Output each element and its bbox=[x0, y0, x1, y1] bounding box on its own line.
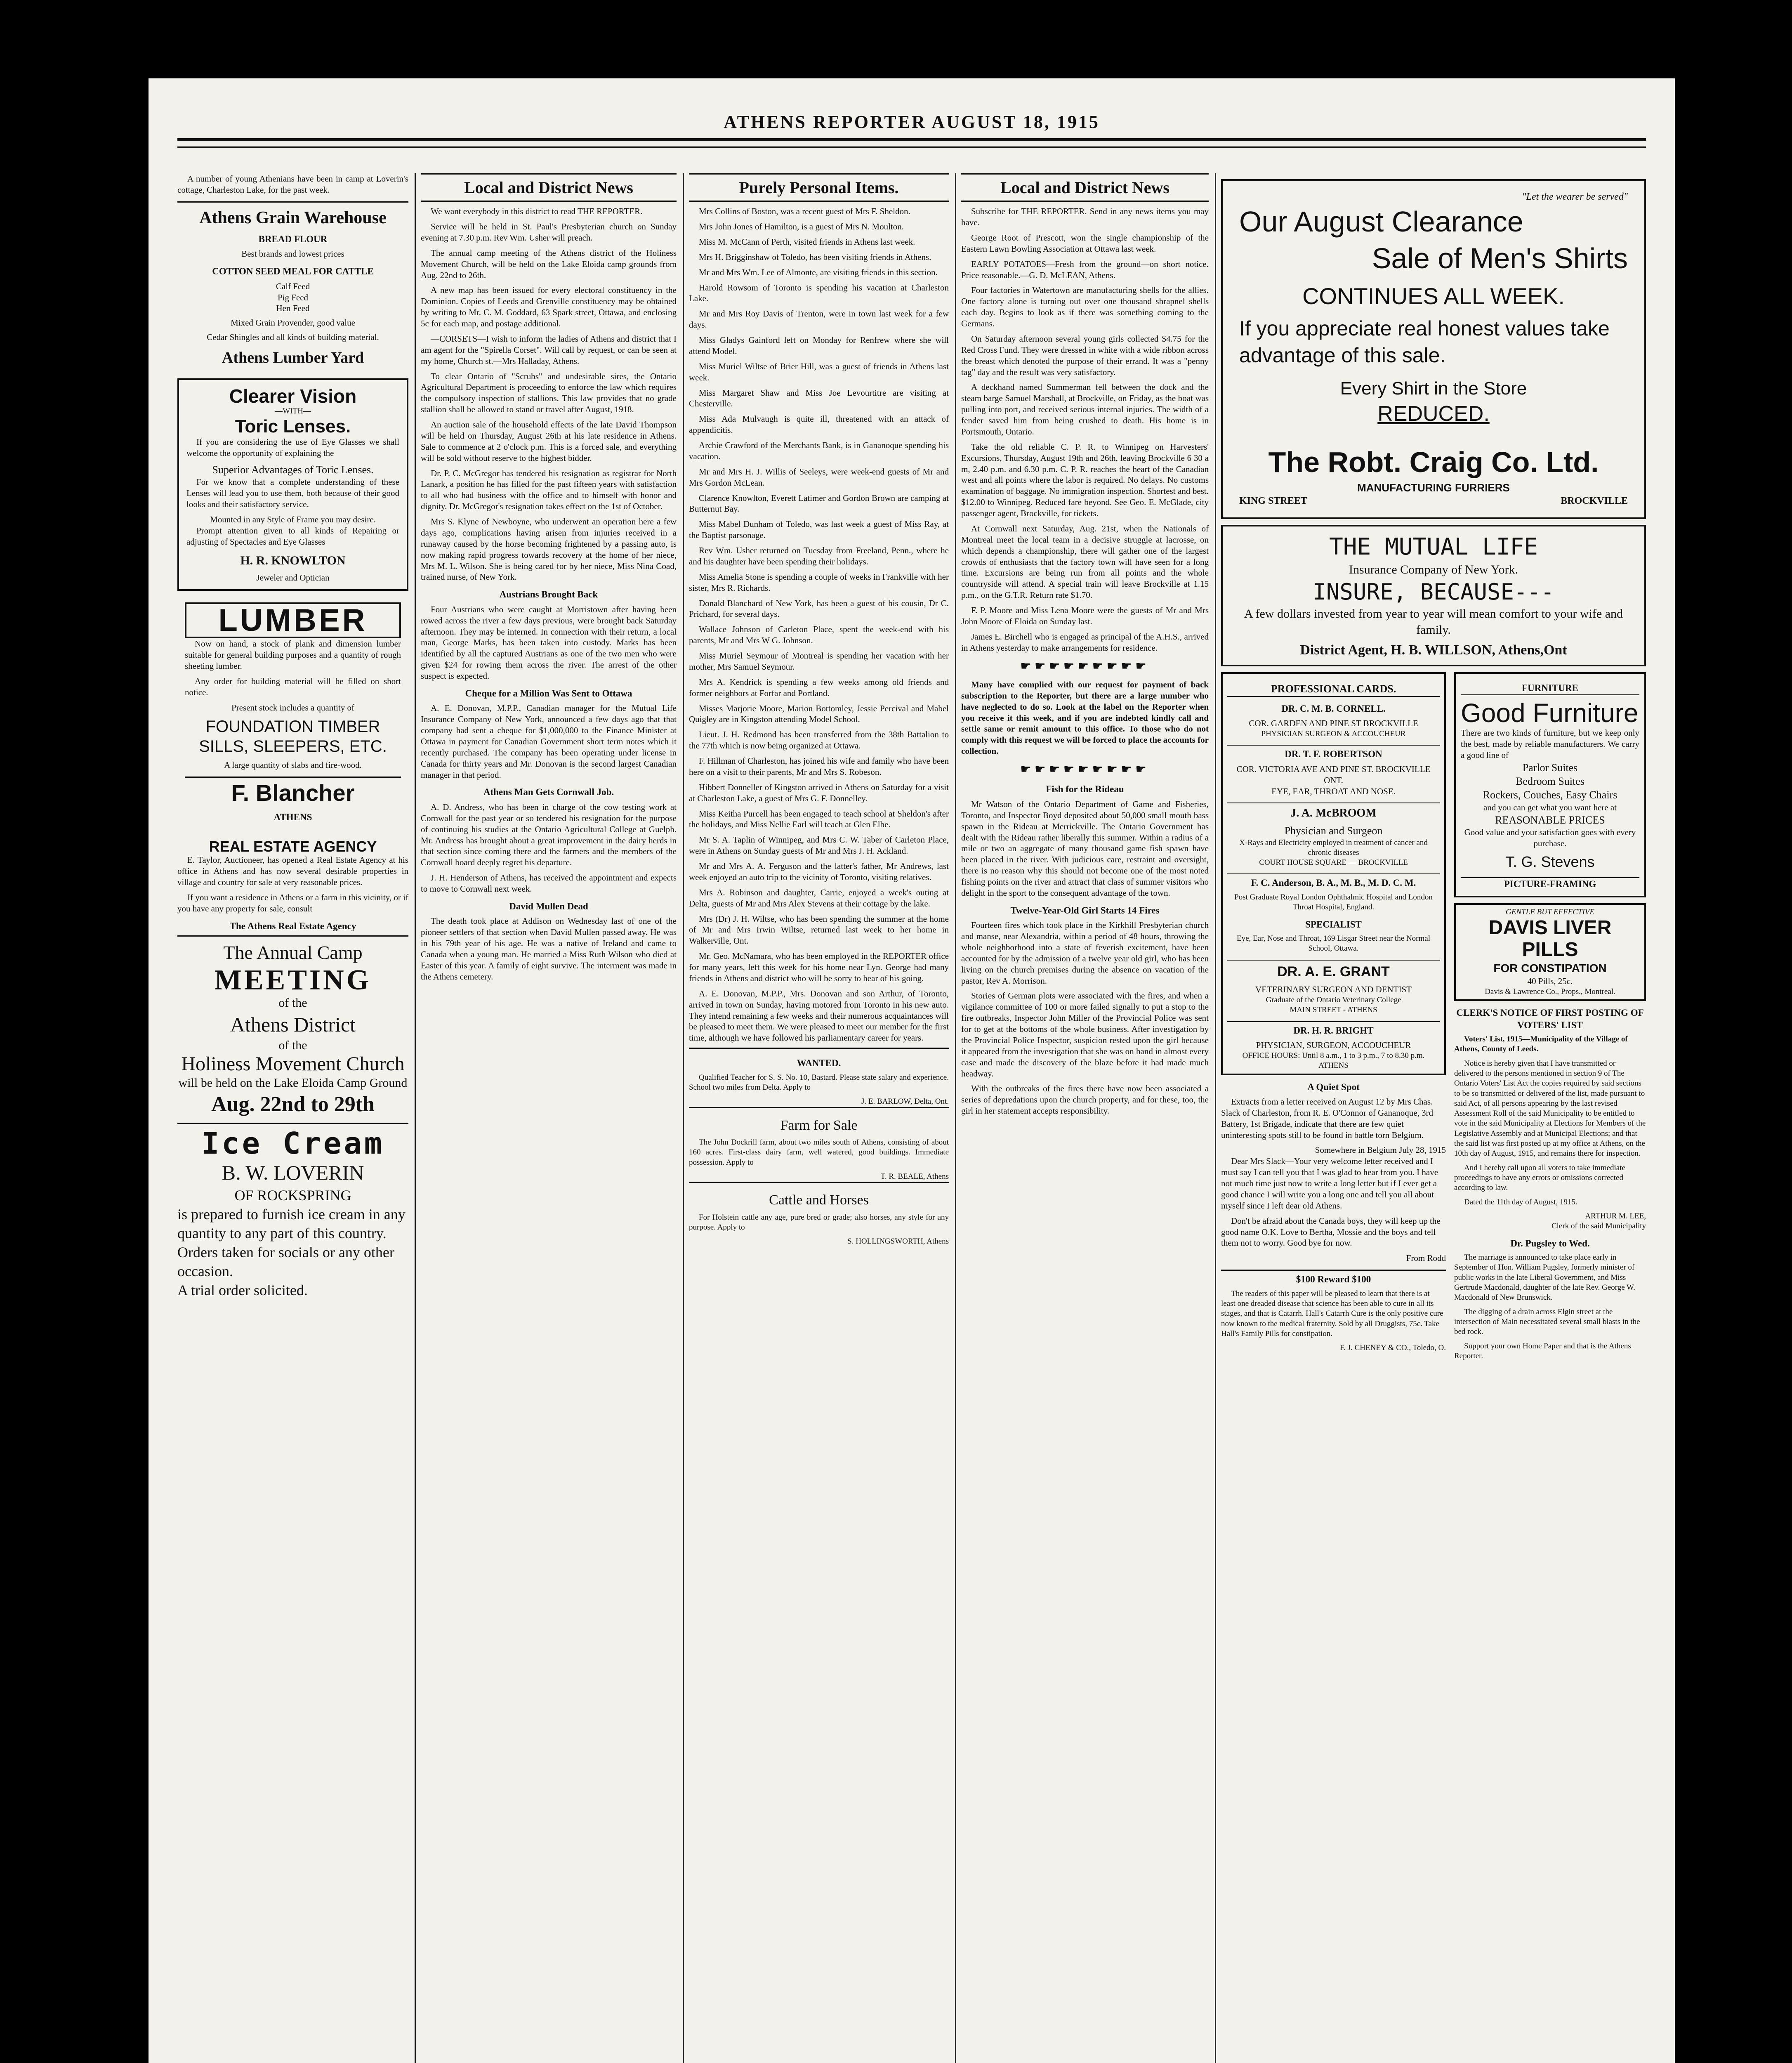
subscription-notice: Many have complied with our request for payment of back subscription to the Reporter, but there are a large number who have neglected to do so. Look at the label on the Reporter when you receive it this week, and if you are indebted kindly call and settle same or remit amount to this office. To those who do not comply with this request we will be forced to place the accounts for collection. bbox=[961, 679, 1209, 756]
camp-l3: of the bbox=[278, 996, 307, 1010]
real-estate-sig: The Athens Real Estate Agency bbox=[229, 921, 356, 931]
article-title: Fish for the Rideau bbox=[1046, 784, 1124, 795]
masthead-rule-bottom bbox=[177, 146, 1646, 148]
grain-mixed: Mixed Grain Provender, good value bbox=[231, 318, 355, 328]
camp-notice: A number of young Athenians have been in camp at Loverin's cottage, Charleston Lake, for the past week. bbox=[177, 174, 408, 195]
column-rule bbox=[1215, 173, 1216, 2063]
column-4 bbox=[961, 173, 1209, 2063]
lumber-title: LUMBER bbox=[185, 602, 401, 639]
mutual-title: THE MUTUAL LIFE bbox=[1329, 533, 1538, 561]
shirts-l2: Sale of Men's Shirts bbox=[1372, 242, 1628, 275]
knowlton-name: H. R. KNOWLTON bbox=[240, 554, 346, 568]
personal-item: Miss Margaret Shaw and Miss Joe Levourtitre are visiting at Chesterville. bbox=[689, 387, 949, 409]
real-estate-ad bbox=[177, 838, 408, 932]
knowlton-superior: Superior Advantages of Toric Lenses. bbox=[212, 463, 374, 476]
personal-item: A. E. Donovan, M.P.P., Mrs. Donovan and son Arthur, of Toronto, arrived in town on Sunday, having motored from Toronto in his new auto. They intend remaining a few weeks and their numerous acquaintances will be pleased to meet them. We were pleased to meet our member for the first time, although we have followed his parliamentary career for years. bbox=[689, 988, 949, 1043]
grain-flour: BREAD FLOUR bbox=[258, 234, 328, 244]
knowlton-p4: Prompt attention given to all kinds of Repairing or adjusting of Spectacles and Eye Glasses bbox=[186, 525, 399, 547]
lumber-timber: FOUNDATION TIMBER SILLS, SLEEPERS, ETC. bbox=[199, 717, 387, 755]
personal-item: Miss Muriel Wiltse of Brier Hill, was a guest of friends in Athens last week. bbox=[689, 361, 949, 382]
column-3 bbox=[689, 173, 949, 2063]
camp-l8: Aug. 22nd to 29th bbox=[211, 1093, 375, 1116]
shirts-l1: Our August Clearance bbox=[1239, 205, 1523, 238]
pills-maker: Davis & Lawrence Co., Props., Montreal. bbox=[1485, 987, 1615, 996]
article-body: Four Austrians who were caught at Morristown after having been rowed across the river a few days previous, were brought back Saturday afternoon. They may be interned. In connection with their return, a local man, George Marks, has been taken into custody. Marks has been identified by all the captured Austrians as one of the two men who were given $24 for rowing them across the river. The arrest of the other suspect is expected. bbox=[421, 604, 677, 681]
personal-item: Miss Keitha Purcell has been engaged to teach school at Sheldon's after the holidays, and Miss Nellie Earl will teach at Glen Elbe. bbox=[689, 808, 949, 830]
card-hours: OFFICE HOURS: Until 8 a.m., 1 to 3 p.m., 7 to 8.30 p.m. bbox=[1242, 1051, 1425, 1060]
personal-item: Miss Ada Mulvaugh is quite ill, threatened with an attack of appendicitis. bbox=[689, 414, 949, 435]
card-address: MAIN STREET - ATHENS bbox=[1290, 1006, 1377, 1015]
personal-item: Mrs John Jones of Hamilton, is a guest of Mrs N. Moulton. bbox=[699, 222, 904, 232]
personal-item: Miss Amelia Stone is spending a couple of weeks in Frankville with her sister, Mrs R. Richards. bbox=[689, 571, 949, 593]
voters-sub: Voters' List, 1915—Municipality of the Village of Athens, County of Leeds. bbox=[1454, 1034, 1628, 1054]
shirts-l3: CONTINUES ALL WEEK. bbox=[1302, 283, 1565, 309]
knowlton-ad bbox=[177, 378, 408, 591]
reward-title: $100 Reward $100 bbox=[1221, 1270, 1446, 1285]
personal-item: Mr and Mrs H. J. Willis of Seeleys, were week-end guests of Mr and Mrs Gordon McLean. bbox=[689, 466, 949, 488]
furniture-p2: Good value and your satisfaction goes with every purchase. bbox=[1464, 827, 1636, 848]
loverin-town: OF ROCKSPRING bbox=[234, 1187, 351, 1204]
furniture-ad bbox=[1454, 672, 1646, 897]
article-body: Mr Watson of the Ontario Department of Game and Fisheries, Toronto, and Inspector Boyd deposited about 50,000 small mouth bass spawn in the Rideau at Merrickville. The Ontario Government has dealt with the Rideau rather liberally this summer. Within a radius of a mile or two an aggregate of many thousand game fish spawn have been placed in the river. With judicious care, restraint and oversight, there is no reason why this should not become one of the most noted fishing points on the river and attract that class of summer visitors who delight in the sport to the consequent advantage of the town. bbox=[961, 799, 1209, 898]
personal-item: Hibbert Donneller of Kingston arrived in Athens on Saturday for a visit at Charleston Lake, a guest of Mrs G. F. Donnelley. bbox=[689, 782, 949, 803]
article-body: A. E. Donovan, M.P.P., Canadian manager for the Mutual Life Insurance Company of New York, announced a few days ago that that company had sent a cheque for $1,000,000 to the Finance Minister at Ottawa in payment for Canadian Government short term notes which it recently purchased. The company has been operating under license in Canada for thirty years and Mr. Donovan is the second largest Canadian manager in that period. bbox=[421, 703, 677, 780]
voters-body: Dated the 11th day of August, 1915. bbox=[1464, 1197, 1577, 1206]
ornament-row: ☛☛☛☛☛☛☛☛☛ bbox=[1020, 659, 1150, 673]
card-name: DR. C. M. B. CORNELL. bbox=[1281, 703, 1386, 714]
camp-l7: will be held on the Lake Eloida Camp Ground bbox=[178, 1076, 408, 1090]
feed-item: Hen Feed bbox=[276, 303, 310, 314]
blancher-name: F. Blancher bbox=[185, 777, 401, 806]
wanted-title: WANTED. bbox=[797, 1058, 841, 1069]
mutual-p1: A few dollars invested from year to year will mean comfort to your wife and family. bbox=[1244, 607, 1623, 637]
article-body: The marriage is announced to take place early in September of Hon. William Pugsley, formerly minister of public works in the late Liberal Government, and Miss Gertrude Macdonald, daughter of the late Rev. George W. Macdonald of New Brunswick. bbox=[1454, 1253, 1635, 1302]
camp-l6: Holiness Movement Church bbox=[181, 1053, 405, 1075]
news-item: Four factories in Watertown are manufacturing shells for the allies. One factory alone is turning out over one thousand shrapnel shells each day. Begins to look as if there was something coming to the Germans. bbox=[961, 285, 1209, 329]
ice-cream-title: Ice Cream bbox=[201, 1126, 385, 1161]
lumber-p2: Any order for building material will be filled on short notice. bbox=[185, 676, 401, 697]
personal-item: Archie Crawford of the Merchants Bank, is in Gananoque spending his vacation. bbox=[689, 440, 949, 461]
card-address: COURT HOUSE SQUARE — BROCKVILLE bbox=[1259, 858, 1408, 867]
card-role: EYE, EAR, THROAT AND NOSE. bbox=[1271, 786, 1396, 796]
news-item: James E. Birchell who is engaged as principal of the A.H.S., arrived in Athens yesterday to make arrangements for residence. bbox=[961, 631, 1209, 653]
lumber-p3: Present stock includes a quantity of bbox=[231, 702, 355, 713]
article-body: J. H. Henderson of Athens, has received the appointment and expects to move to Cornwall next week. bbox=[421, 873, 677, 894]
grain-cedar: Cedar Shingles and all kinds of building material. bbox=[207, 332, 379, 342]
card-role: VETERINARY SURGEON AND DENTIST bbox=[1255, 984, 1412, 995]
mutual-sub: Insurance Company of New York. bbox=[1349, 562, 1518, 576]
reward-sig: F. J. CHENEY & CO., Toledo, O. bbox=[1340, 1343, 1446, 1353]
news-item: At Cornwall next Saturday, Aug. 21st, when the Nationals of Montreal meet the local team in a decisive struggle at lacrosse, on which depends a championship, there will gather one of the largest crowds of enthusiasts that the factory town will have seen for a long time. Excursions are being run from all points and the whole countryside will attend. A special train will leave Brockville at 1.15 p.m., on the G.T.R. Return rate $1.70. bbox=[961, 523, 1209, 600]
mutual-insure: INSURE, BECAUSE--- bbox=[1313, 579, 1554, 605]
shirts-tag: "Let the wearer be served" bbox=[1522, 191, 1628, 202]
news-item: Dr. P. C. McGregor has tendered his resignation as registrar for North Lanark, a position he has filled for the past fifteen years with satisfaction to all who had business with the office and to himself with honor and dignity. Dr. McGregor's resignation takes effect on the 1st of October. bbox=[421, 468, 677, 512]
robt-craig-firm: The Robt. Craig Co. Ltd. bbox=[1268, 446, 1599, 479]
camp-l4: Athens District bbox=[230, 1013, 356, 1036]
robt-craig-city: BROCKVILLE bbox=[1561, 496, 1628, 507]
article-body: With the outbreaks of the fires there have now been associated a series of depredations upon the church property, and for these, too, the girl in her statement accepts responsibility. bbox=[961, 1083, 1209, 1116]
loverin-name: B. W. LOVERIN bbox=[222, 1161, 364, 1184]
grain-warehouse-ad bbox=[177, 201, 408, 373]
card-desc: X-Rays and Electricity employed in treatment of cancer and chronic diseases bbox=[1239, 838, 1428, 857]
ice-cream-p1: is prepared to furnish ice cream in any quantity to any part of this country. bbox=[177, 1206, 406, 1242]
masthead: ATHENS REPORTER AUGUST 18, 1915 bbox=[724, 112, 1100, 132]
article-body: Don't be afraid about the Canada boys, they will keep up the good name O.K. Love to Bertha, Mossie and the boys and tell them not to worry. Good bye for now. bbox=[1221, 1216, 1441, 1248]
news-item: On Saturday afternoon several young girls collected $4.75 for the Red Cross Fund. They were dressed in white with a wide ribbon across the breast which denoted the purpose of their errand. It was a "penny tag" day and the result was very satisfactory. bbox=[961, 333, 1209, 377]
personal-item: Miss M. McCann of Perth, visited friends in Athens last week. bbox=[699, 236, 915, 247]
personal-item: Clarence Knowlton, Everett Latimer and Gordon Brown are camping at Butternut Bay. bbox=[689, 493, 949, 514]
card-role: Physician and Surgeon bbox=[1284, 825, 1383, 837]
feed-item: Calf Feed bbox=[276, 281, 310, 291]
news-item: Mrs S. Klyne of Newboyne, who underwent an operation here a few days ago, complications having arisen from injuries received in a runaway caused by the horse becoming frightened by a passing auto, is now making rapid progress towards recovery at the home of her niece, Mrs M. L. Wilson. She is being cared for by her niece, Miss Nina Coad, trained nurse, of New York. bbox=[421, 517, 677, 582]
personal-item: Miss Gladys Gainford left on Monday for Renfrew where she will attend Model. bbox=[689, 335, 949, 356]
cattle-sig: S. HOLLINGSWORTH, Athens bbox=[847, 1237, 949, 1246]
local-news-header-2: Local and District News bbox=[961, 173, 1209, 202]
personal-item: Mrs Collins of Boston, was a recent guest of Mrs F. Sheldon. bbox=[699, 206, 910, 217]
letter-signature: From Rodd bbox=[1406, 1253, 1446, 1263]
right-subcolumn bbox=[1454, 672, 1646, 1365]
article-title: Dr. Pugsley to Wed. bbox=[1510, 1238, 1590, 1249]
cards-title: PROFESSIONAL CARDS. bbox=[1227, 682, 1440, 696]
personal-items-header: Purely Personal Items. bbox=[689, 173, 949, 202]
wanted-sig: J. E. BARLOW, Delta, Ont. bbox=[861, 1097, 949, 1106]
card-desc: Graduate of the Ontario Veterinary College bbox=[1266, 995, 1401, 1004]
personal-item: Mrs A. Kendrick is spending a few weeks among old friends and former neighbors at Forfar and Portland. bbox=[689, 677, 949, 698]
news-item: EARLY POTATOES—Fresh from the ground—on short notice. Price reasonable.—G. D. McLEAN, Athens. bbox=[961, 259, 1209, 280]
voters-body: And I hereby call upon all voters to take immediate proceedings to have any errors or omissions corrected according to law. bbox=[1454, 1163, 1625, 1192]
cattle-title: Cattle and Horses bbox=[769, 1192, 869, 1208]
personal-item: Lieut. J. H. Redmond has been transferred from the 38th Battalion to the 77th which is now being organized at Ottawa. bbox=[689, 729, 949, 751]
professional-cards bbox=[1221, 672, 1446, 1075]
ornament-row: ☛☛☛☛☛☛☛☛☛ bbox=[1020, 762, 1150, 777]
blancher-town: ATHENS bbox=[274, 812, 312, 823]
news-item: Service will be held in St. Paul's Presbyterian church on Sunday evening at 7.30 p.m. Rev Wm. Usher will preach. bbox=[421, 222, 677, 243]
column-2 bbox=[421, 173, 677, 2063]
personal-item: Mr and Mrs Roy Davis of Trenton, were in town last week for a few days. bbox=[689, 309, 949, 330]
newspaper-page bbox=[149, 78, 1675, 2063]
pills-tag: GENTLE BUT EFFECTIVE bbox=[1506, 908, 1594, 917]
robt-craig-street: KING STREET bbox=[1239, 496, 1307, 507]
cattle-body: For Holstein cattle any age, pure bred or grade; also horses, any style for any purpose. Apply to bbox=[689, 1213, 949, 1232]
grain-flour-desc: Best brands and lowest prices bbox=[241, 249, 344, 259]
voters-sig2: Clerk of the said Municipality bbox=[1551, 1222, 1646, 1231]
voters-sig: ARTHUR M. LEE, bbox=[1585, 1211, 1646, 1220]
article-title: Twelve-Year-Old Girl Starts 14 Fires bbox=[1010, 905, 1160, 916]
masthead-rule-top bbox=[177, 138, 1646, 141]
knowlton-p3: Mounted in any Style of Frame you may desire. bbox=[210, 514, 376, 524]
card-role: SPECIALIST bbox=[1305, 919, 1362, 930]
davis-pills-ad bbox=[1454, 903, 1646, 1001]
personal-item: Mrs (Dr) J. H. Wiltse, who has been spending the summer at the home of Mr and Mrs Irwin Wiltse, returned last week to her home in Walkerville, Ont. bbox=[689, 913, 949, 946]
personal-item: Miss Muriel Seymour of Montreal is spending her vacation with her mother, Mrs Samuel Seymour. bbox=[689, 651, 949, 672]
article-body: The digging of a drain across Elgin street at the intersection of Main necessitated several small blasts in the bed rock. bbox=[1454, 1307, 1640, 1336]
card-name: DR. A. E. GRANT bbox=[1227, 960, 1440, 981]
shirts-l6: REDUCED. bbox=[1377, 401, 1490, 426]
personal-item: Mr and Mrs Wm. Lee of Almonte, are visiting friends in this section. bbox=[699, 267, 938, 277]
personal-item: Mr and Mrs A. A. Ferguson and the latter's father, Mr Andrews, last week enjoyed an auto trip to the vicinity of Toronto, visiting relatives. bbox=[689, 861, 949, 882]
mutual-agent: District Agent, H. B. WILLSON, Athens,Ont bbox=[1300, 642, 1567, 658]
furniture-item: Bedroom Suites bbox=[1516, 775, 1585, 788]
furniture-title: Good Furniture bbox=[1461, 698, 1639, 728]
shirts-ad bbox=[1221, 179, 1646, 519]
article-title: David Mullen Dead bbox=[509, 901, 588, 911]
furniture-item: REASONABLE PRICES bbox=[1495, 814, 1605, 826]
lumber-ad bbox=[177, 597, 408, 833]
knowlton-p1: If you are considering the use of Eye Glasses we shall welcome the opportunity of explaining the bbox=[186, 437, 399, 458]
camp-l5: of the bbox=[278, 1038, 307, 1052]
article-body: Fourteen fires which took place in the Kirkhill Presbyterian church and manse, near Alexandria, within a period of 48 hours, throwing the whole neighborhood into a state of feverish excitement, have been accounted for by the admission of a twelve year old girl, who has been living on the church premises during the absence on vacation of the pastor, Rev A. Morrison. bbox=[961, 920, 1209, 986]
article-title: Athens Man Gets Cornwall Job. bbox=[483, 787, 614, 798]
news-item: The annual camp meeting of the Athens district of the Holiness Movement Church, will be held on the Lake Eloida camp grounds from Aug. 22nd to 26th. bbox=[421, 248, 677, 280]
wanted-body: Qualified Teacher for S. S. No. 10, Bastard. Please state salary and experience. School two miles from Delta. Apply to bbox=[689, 1073, 949, 1092]
farm-body: The John Dockrill farm, about two miles south of Athens, consisting of about 160 acres. First-class dairy farm, well watered, good buildings. Immediate possession. Apply to bbox=[689, 1138, 949, 1167]
voters-title: CLERK'S NOTICE OF FIRST POSTING OF VOTERS' LIST bbox=[1456, 1008, 1644, 1030]
news-item: —CORSETS—I wish to inform the ladies of Athens and district that I am agent for the "Spirella Corset". Will call by request, or can be seen at my home, Church st.—Mrs Halladay, Athens. bbox=[421, 333, 677, 366]
personal-item: Donald Blanchard of New York, has been a guest of his cousin, Dr C. Prichard, for several days. bbox=[689, 598, 949, 619]
article-body: Stories of German plots were associated with the fires, and when a vigilance committee of 100 or more failed signally to put a stop to the fire outbreaks, Inspector John Miller of the Provincial Police was sent for to get at the bottoms of the whole business. After investigation by the Provincial Police Inspector, suspicion rested upon the girl because it appeared from the investigation that she was on hand in almost every case and made the discovery of the blaze before it had made much headway. bbox=[961, 991, 1209, 1079]
ice-cream-p2: Orders taken for socials or any other occasion. bbox=[177, 1244, 394, 1279]
personal-item: Mr S. A. Taplin of Winnipeg, and Mrs C. W. Taber of Carleton Place, were in Athens on Sunday guests of Mr and Mrs J. H. Ackland. bbox=[689, 835, 949, 856]
clearer-vision-title: Clearer Vision bbox=[229, 385, 357, 407]
column-rule bbox=[955, 173, 956, 2063]
news-item: To clear Ontario of "Scrubs" and undesirable sires, the Ontario Agricultural Department is proceeding to enforce the law which requires the compulsory inspection of stallions. This law provides that no grade stallion shall be allowed to stand or travel after August, 1918. bbox=[421, 371, 677, 415]
lumber-yard-title: Athens Lumber Yard bbox=[222, 349, 364, 367]
classified-wanted bbox=[689, 1048, 949, 1107]
camp-l2: MEETING bbox=[214, 964, 372, 996]
article-body: Extracts from a letter received on August 12 by Mrs Chas. Slack of Charleston, from R. E. O'Connor of Gananoque, 3rd Battery, 1st Brigade, indicate that there are few quiet uninteresting spots still to be found in battle torn Belgium. bbox=[1221, 1096, 1434, 1140]
knowlton-trade: Jeweler and Optician bbox=[256, 572, 330, 583]
pills-title: DAVIS LIVER PILLS bbox=[1488, 917, 1612, 961]
camp-l1: The Annual Camp bbox=[223, 942, 363, 963]
card-name: J. A. McBROOM bbox=[1227, 803, 1440, 821]
card-desc: Post Graduate Royal London Ophthalmic Hospital and London Throat Hospital, England. bbox=[1234, 892, 1433, 912]
card-name: DR. H. R. BRIGHT bbox=[1227, 1021, 1440, 1036]
real-estate-title: REAL ESTATE AGENCY bbox=[209, 838, 377, 855]
personal-item: Misses Marjorie Moore, Marion Bottomley, Jessie Percival and Mabel Quigley are in Kingston attending Model School. bbox=[689, 703, 949, 725]
classified-farm bbox=[689, 1107, 949, 1182]
personal-item: Rev Wm. Usher returned on Tuesday from Freeland, Penn., where he and his daughter have been spending their holidays. bbox=[689, 545, 949, 566]
furniture-footer: PICTURE-FRAMING bbox=[1461, 877, 1639, 890]
ice-cream-p3: A trial order solicited. bbox=[177, 1282, 308, 1298]
furniture-header: FURNITURE bbox=[1461, 682, 1639, 695]
personal-item: Harold Rowsom of Toronto is spending his vacation at Charleston Lake. bbox=[689, 282, 949, 304]
card-address: Eye, Ear, Nose and Throat, 169 Lisgar Street near the Normal School, Ottawa. bbox=[1237, 934, 1430, 953]
stevens-name: T. G. Stevens bbox=[1505, 853, 1595, 870]
column-5 bbox=[1221, 173, 1646, 2063]
news-item: We want everybody in this district to read THE REPORTER. bbox=[431, 206, 643, 217]
voters-body: Notice is hereby given that I have transmitted or delivered to the persons mentioned in section 9 of The Ontario Voters' List Act the copies required by said sections to be so transmitted or delivered of the list, made pursuant to said Act, of all persons appearing by the last revised Assessment Roll of the said Municipality to be entitled to vote in the said Municipality at Elections for Members of the Legislative Assembly and at Municipal Elections; and that the said list was first posted up at my office at Athens, on the 10th day of August, 1915, and remains there for inspection. bbox=[1454, 1059, 1646, 1158]
furniture-item: Parlor Suites bbox=[1522, 761, 1578, 774]
furniture-p1: There are two kinds of furniture, but we keep only the best, made by reliable manufacturers. We carry a good line of bbox=[1461, 728, 1639, 760]
real-estate-p2: If you want a residence in Athens or a farm in this vicinity, or if you have any property for sale, consult bbox=[177, 892, 408, 913]
card-role: PHYSICIAN, SURGEON, ACCOUCHEUR bbox=[1256, 1040, 1411, 1050]
news-item: F. P. Moore and Miss Lena Moore were the guests of Mr and Mrs John Moore of Eloida on Sunday last. bbox=[961, 605, 1209, 626]
furniture-item: and you can get what you want here at bbox=[1483, 802, 1617, 812]
grain-meal: COTTON SEED MEAL FOR CATTLE bbox=[212, 266, 374, 277]
farm-sig: T. R. BEALE, Athens bbox=[880, 1172, 949, 1181]
lumber-p4: A large quantity of slabs and fire-wood. bbox=[224, 760, 362, 770]
knowlton-p2: For we know that a complete understanding of these Lenses will lead you to use them, both because of their good looks and their satisfactory service. bbox=[186, 477, 399, 509]
ice-cream-ad bbox=[177, 1123, 408, 1300]
article-body: The death took place at Addison on Wednesday last of one of the pioneer settlers of that section when David Mullen passed away. He was in his 79th year of his age. He was a native of Ireland and came to Canada when a young man. He married a Miss Ruth Wilson who died at Easter of this year. A family of eight survive. The interment was made in the Athens cemetery. bbox=[421, 916, 677, 982]
news-item: Subscribe for THE REPORTER. Send in any news items you may have. bbox=[961, 206, 1209, 228]
column-1 bbox=[177, 173, 408, 2063]
personal-item: Mrs A. Robinson and daughter, Carrie, enjoyed a week's outing at Delta, guests of Mr and Mrs Alex Stevens at their cottage by the lake. bbox=[689, 887, 949, 909]
grain-title: Athens Grain Warehouse bbox=[199, 208, 387, 227]
card-address: COR. GARDEN AND PINE ST BROCKVILLE bbox=[1249, 718, 1418, 729]
feed-item: Pig Feed bbox=[277, 292, 309, 302]
personal-item: Mrs H. Brigginshaw of Toledo, has been visiting friends in Athens. bbox=[699, 252, 931, 262]
article-title: A Quiet Spot bbox=[1307, 1081, 1360, 1092]
toric-lenses-title: Toric Lenses. bbox=[235, 416, 351, 437]
letter-dateline: Somewhere in Belgium July 28, 1915 bbox=[1315, 1145, 1446, 1155]
personal-item: Wallace Johnson of Carleton Place, spent the week-end with his parents, Mr and Mrs W G. Johnson. bbox=[689, 624, 949, 646]
article-body: Support your own Home Paper and that is the Athens Reporter. bbox=[1454, 1341, 1631, 1360]
card-address: COR. VICTORIA AVE AND PINE ST. BROCKVILLE ONT. bbox=[1236, 764, 1431, 785]
mutual-life-ad bbox=[1221, 525, 1646, 666]
personal-item: Mr. Geo. McNamara, who has been employed in the REPORTER office for many years, left this week for his home near Lyn. George had many friends in Athens and district who will be sorry to hear of his going. bbox=[689, 951, 949, 983]
reward-body: The readers of this paper will be pleased to learn that there is at least one dreaded disease that science has been able to cure in all its stages, and that is Catarrh. Hall's Catarrh Cure is the only positive cure now known to the medical fraternity. Sold by all Druggists, 75c. Take Hall's Family Pills for constipation. bbox=[1221, 1289, 1443, 1338]
article-body: Dear Mrs Slack—Your very welcome letter received and I must say I can tell you that I was glad to hear from you. I have not much time just now to write a long letter but if I ever get a good chance I will write you a long one and tell you all about myself since I left dear old Athens. bbox=[1221, 1156, 1438, 1211]
article-title: Cheque for a Million Was Sent to Ottawa bbox=[465, 688, 632, 699]
real-estate-p1: E. Taylor, Auctioneer, has opened a Real Estate Agency at his office in Athens and has now several desirable properties in village and country for sale at very reasonable prices. bbox=[177, 855, 408, 887]
lumber-p1: Now on hand, a stock of plank and dimension lumber suitable for general building purposes and a quantity of rough sheeting lumber. bbox=[185, 639, 401, 671]
news-item: An auction sale of the household effects of the late David Thompson will be held on Thursday, August 26th at his late residence in Athens. Sale to commence at 2 o'clock p.m. This is a forced sale, and everything will be sold without reserve to the highest bidder. bbox=[421, 420, 677, 463]
with-label: —WITH— bbox=[275, 407, 311, 416]
camp-meeting-ad bbox=[177, 935, 408, 1119]
card-role: PHYSICIAN SURGEON & ACCOUCHEUR bbox=[1261, 729, 1406, 739]
news-item: George Root of Prescott, won the single championship of the Eastern Lawn Bowling Association at Ottawa last week. bbox=[961, 232, 1209, 254]
card-name: DR. T. F. ROBERTSON bbox=[1227, 745, 1440, 760]
card-name: F. C. Anderson, B. A., M. B., M. D. C. M. bbox=[1227, 873, 1440, 889]
card-town: ATHENS bbox=[1318, 1061, 1349, 1070]
local-news-header: Local and District News bbox=[421, 173, 677, 202]
news-item: A deckhand named Summerman fell between the dock and the steam barge Samuel Marshall, at Brockville, on Friday, as the boat was pulling into port, and received serious internal injuries. The width of a fender saved him from being crushed to death. His home is in Portsmouth, Ontario. bbox=[961, 382, 1209, 437]
shirts-l5: Every Shirt in the Store bbox=[1340, 378, 1527, 399]
column-rule bbox=[415, 173, 416, 2063]
personal-item: Miss Mabel Dunham of Toledo, was last week a guest of Miss Ray, at the Baptist parsonage. bbox=[689, 519, 949, 541]
pills-price: 40 Pills, 25c. bbox=[1527, 976, 1573, 986]
pills-sub: FOR CONSTIPATION bbox=[1493, 962, 1607, 975]
shirts-l4: If you appreciate real honest values take advantage of this sale. bbox=[1239, 316, 1610, 367]
article-title: Austrians Brought Back bbox=[499, 589, 598, 600]
farm-title: Farm for Sale bbox=[780, 1117, 858, 1133]
article-body: A. D. Andress, who has been in charge of the cow testing work at Cornwall for the past year or so tendered his resignation for the purpose of continuing his studies at the Ontario Agricultural College at Guelph. Mr. Andress has brought about a great improvement in the dairy herds in that section since coming there and the farmers and the members of the Cornwall board deeply regret his departure. bbox=[421, 802, 677, 868]
robt-craig-desc: MANUFACTURING FURRIERS bbox=[1357, 482, 1510, 494]
classified-cattle bbox=[689, 1182, 949, 1246]
furniture-item: Rockers, Couches, Easy Chairs bbox=[1483, 789, 1618, 801]
news-item: A new map has been issued for every electoral constituency in the Dominion. Copies of Leeds and Grenville constituency may be obtained by writing to Mr. C. M. Goddard, 63 Spark street, Ottawa, and enclosing 5c for each map, and postage additional. bbox=[421, 285, 677, 329]
personal-item: F. Hillman of Charleston, has joined his wife and family who have been here on a visit to their parents, Mr and Mrs S. Robeson. bbox=[689, 756, 949, 777]
left-subcolumn bbox=[1221, 672, 1446, 1365]
column-rule bbox=[683, 173, 684, 2063]
news-item: Take the old reliable C. P. R. to Winnipeg on Harvesters' Excursions, Thursday, August 19th and 26th, leaving Brockville 6 30 a m, 2.40 p.m. and 6.30 p.m. C. P. R. reaches the heart of the Canadian west and all points where the labor is required. No delays. No customs examination of baggage. No immigration inspection. Shortest and best. $12.00 to Winnipeg. Reduced fare beyond. See Geo. E. McGlade, city passenger agent, Brockville, for tickets. bbox=[961, 441, 1209, 519]
